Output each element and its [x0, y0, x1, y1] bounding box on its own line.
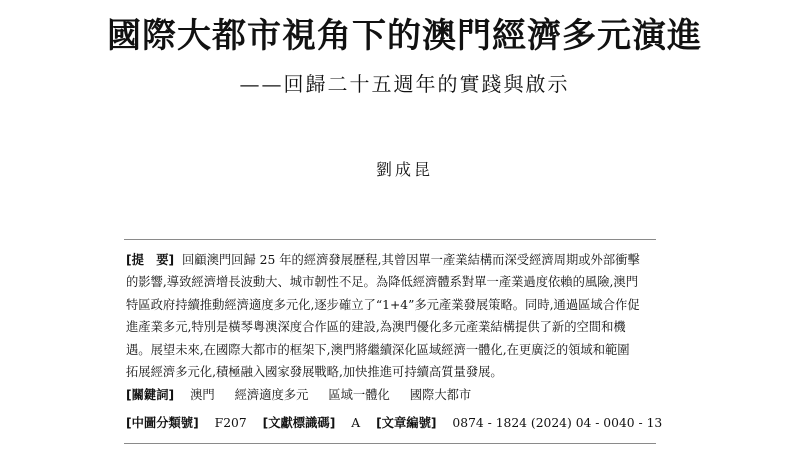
clc-label: [中圖分類號] [126, 416, 199, 430]
author-name: 劉成昆 [375, 160, 433, 179]
keyword-item: 區域一體化 [328, 388, 390, 402]
article-number-label: [文章編號] [376, 416, 437, 430]
article-subtitle: ——回歸二十五週年的實踐與啟示 [239, 72, 570, 96]
doc-code-label: [文獻標識碼] [262, 416, 336, 430]
article-number-value: 0874 - 1824 (2024) 04 - 0040 - 13 [452, 416, 663, 430]
abstract-line: 特區政府持續推動經濟適度多元化,逐步確立了“1+4”多元產業發展策略。同時,通過區域合作促 [126, 297, 640, 312]
abstract-line: 拓展經濟多元化,積極融入國家發展戰略,加快推進可持續高質量發展。 [126, 365, 503, 380]
keyword-item: 經濟適度多元 [234, 388, 309, 402]
abstract-line: 進產業多元,特別是橫琴粵澳深度合作區的建設,為澳門優化多元產業結構提供了新的空間和機 [126, 320, 626, 335]
keyword-item: 國際大都市 [409, 388, 472, 402]
clc-value: F207 [214, 416, 247, 430]
doc-code-value: A [351, 416, 361, 430]
top-divider [124, 239, 656, 240]
abstract-line: 的影響,導致經濟增長波動大、城市韌性不足。為降低經濟體系對單一產業過度依賴的風險,澳門 [126, 275, 638, 290]
abstract-block [126, 249, 656, 383]
article-title: 國際大都市視角下的澳門經濟多元演進 [107, 16, 702, 56]
abstract-text: 回顧澳門回歸 25 年的經濟發展歷程,其曾因單一產業結構而深受經濟周期或外部衝擊 [181, 253, 640, 267]
abstract-line: 遇。展望未來,在國際大都市的框架下,澳門將繼續深化區域經濟一體化,在更廣泛的領域和範圍 [126, 342, 630, 357]
keywords-row [126, 385, 656, 405]
abstract-line [126, 249, 656, 271]
abstract-label: [提 要] [126, 253, 175, 267]
keyword-item: 澳門 [190, 388, 215, 402]
classification-row [126, 413, 663, 433]
bottom-divider [124, 443, 656, 444]
keywords-label: [關鍵詞] [126, 388, 175, 402]
